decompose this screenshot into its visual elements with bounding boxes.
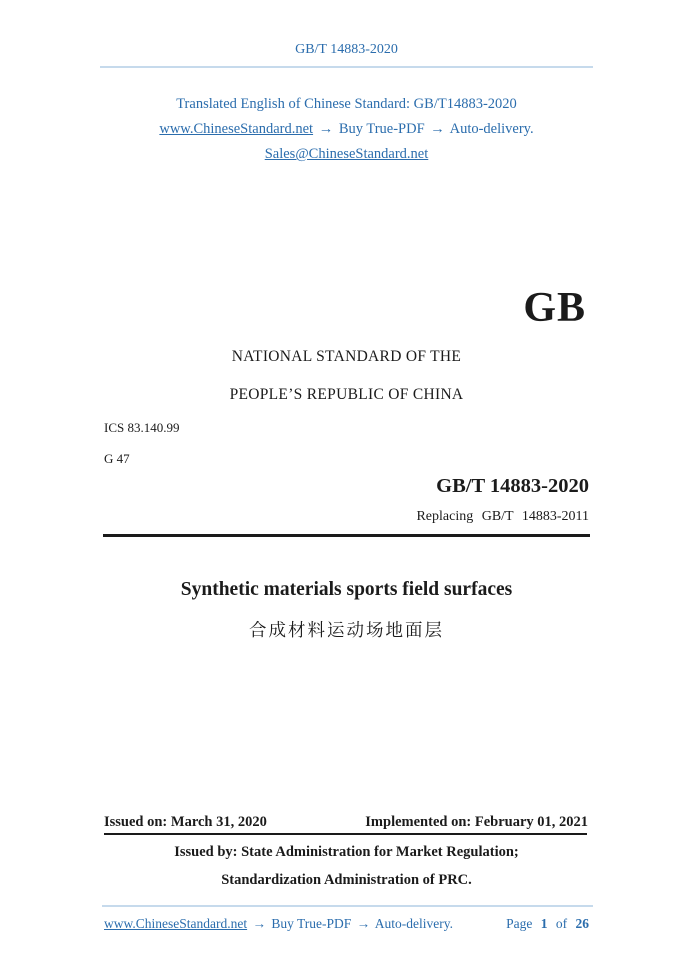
footer-divider: [102, 905, 593, 907]
ics-code: ICS 83.140.99: [104, 420, 180, 435]
page-total-number: 26: [575, 916, 589, 931]
thick-divider: [103, 534, 590, 537]
sales-email-link[interactable]: Sales@ChineseStandard.net: [264, 146, 429, 162]
standard-code: GB/T 14883-2020: [436, 475, 589, 497]
footer-auto-delivery-label: Auto-delivery.: [374, 916, 454, 931]
document-title-english: Synthetic materials sports field surfaces: [180, 579, 513, 600]
site-link[interactable]: www.ChineseStandard.net: [159, 121, 314, 137]
page-label: Page: [506, 916, 533, 931]
right-arrow-icon: →: [430, 121, 445, 137]
issuance-dates-row: [104, 814, 588, 831]
right-arrow-icon: →: [356, 916, 371, 931]
page-current-number: 1: [540, 916, 548, 931]
page-of-label: of: [555, 916, 568, 931]
gb-standard-logo: GB: [523, 285, 586, 331]
issued-by-line-2: Standardization Administration of PRC.: [221, 872, 472, 888]
promo-purchase-line: [60, 117, 633, 142]
issued-by-line-1: Issued by: State Administration for Market Regulation;: [174, 844, 519, 860]
doc-class-code: G 47: [104, 451, 130, 466]
issued-on-date: Issued on: March 31, 2020: [104, 814, 267, 830]
page-indicator: [501, 916, 589, 932]
promo-translated-line: Translated English of Chinese Standard: GB/T14883-2020: [176, 96, 517, 112]
footer: [104, 916, 589, 932]
buy-true-pdf-label: Buy True-PDF: [338, 121, 425, 137]
auto-delivery-label: Auto-delivery.: [449, 121, 534, 137]
standard-org-line-1: NATIONAL STANDARD OF THE: [231, 348, 462, 365]
header-divider: [100, 66, 593, 68]
issuance-divider: [104, 833, 587, 835]
replacing-note: Replacing GB/T 14883-2011: [416, 509, 589, 524]
footer-buy-true-pdf-label: Buy True-PDF: [271, 916, 352, 931]
promo-block: [60, 92, 633, 167]
header-doc-code: GB/T 14883-2020: [295, 42, 398, 57]
document-title-chinese: 合成材料运动场地面层: [249, 620, 444, 640]
standard-org-line-2: PEOPLE’S REPUBLIC OF CHINA: [229, 386, 464, 403]
footer-promo-line: [104, 916, 453, 932]
implemented-on-date: Implemented on: February 01, 2021: [365, 814, 588, 830]
footer-site-link[interactable]: www.ChineseStandard.net: [104, 916, 248, 931]
promo-email-line: [60, 142, 633, 167]
right-arrow-icon: →: [318, 121, 334, 137]
right-arrow-icon: →: [252, 916, 266, 931]
